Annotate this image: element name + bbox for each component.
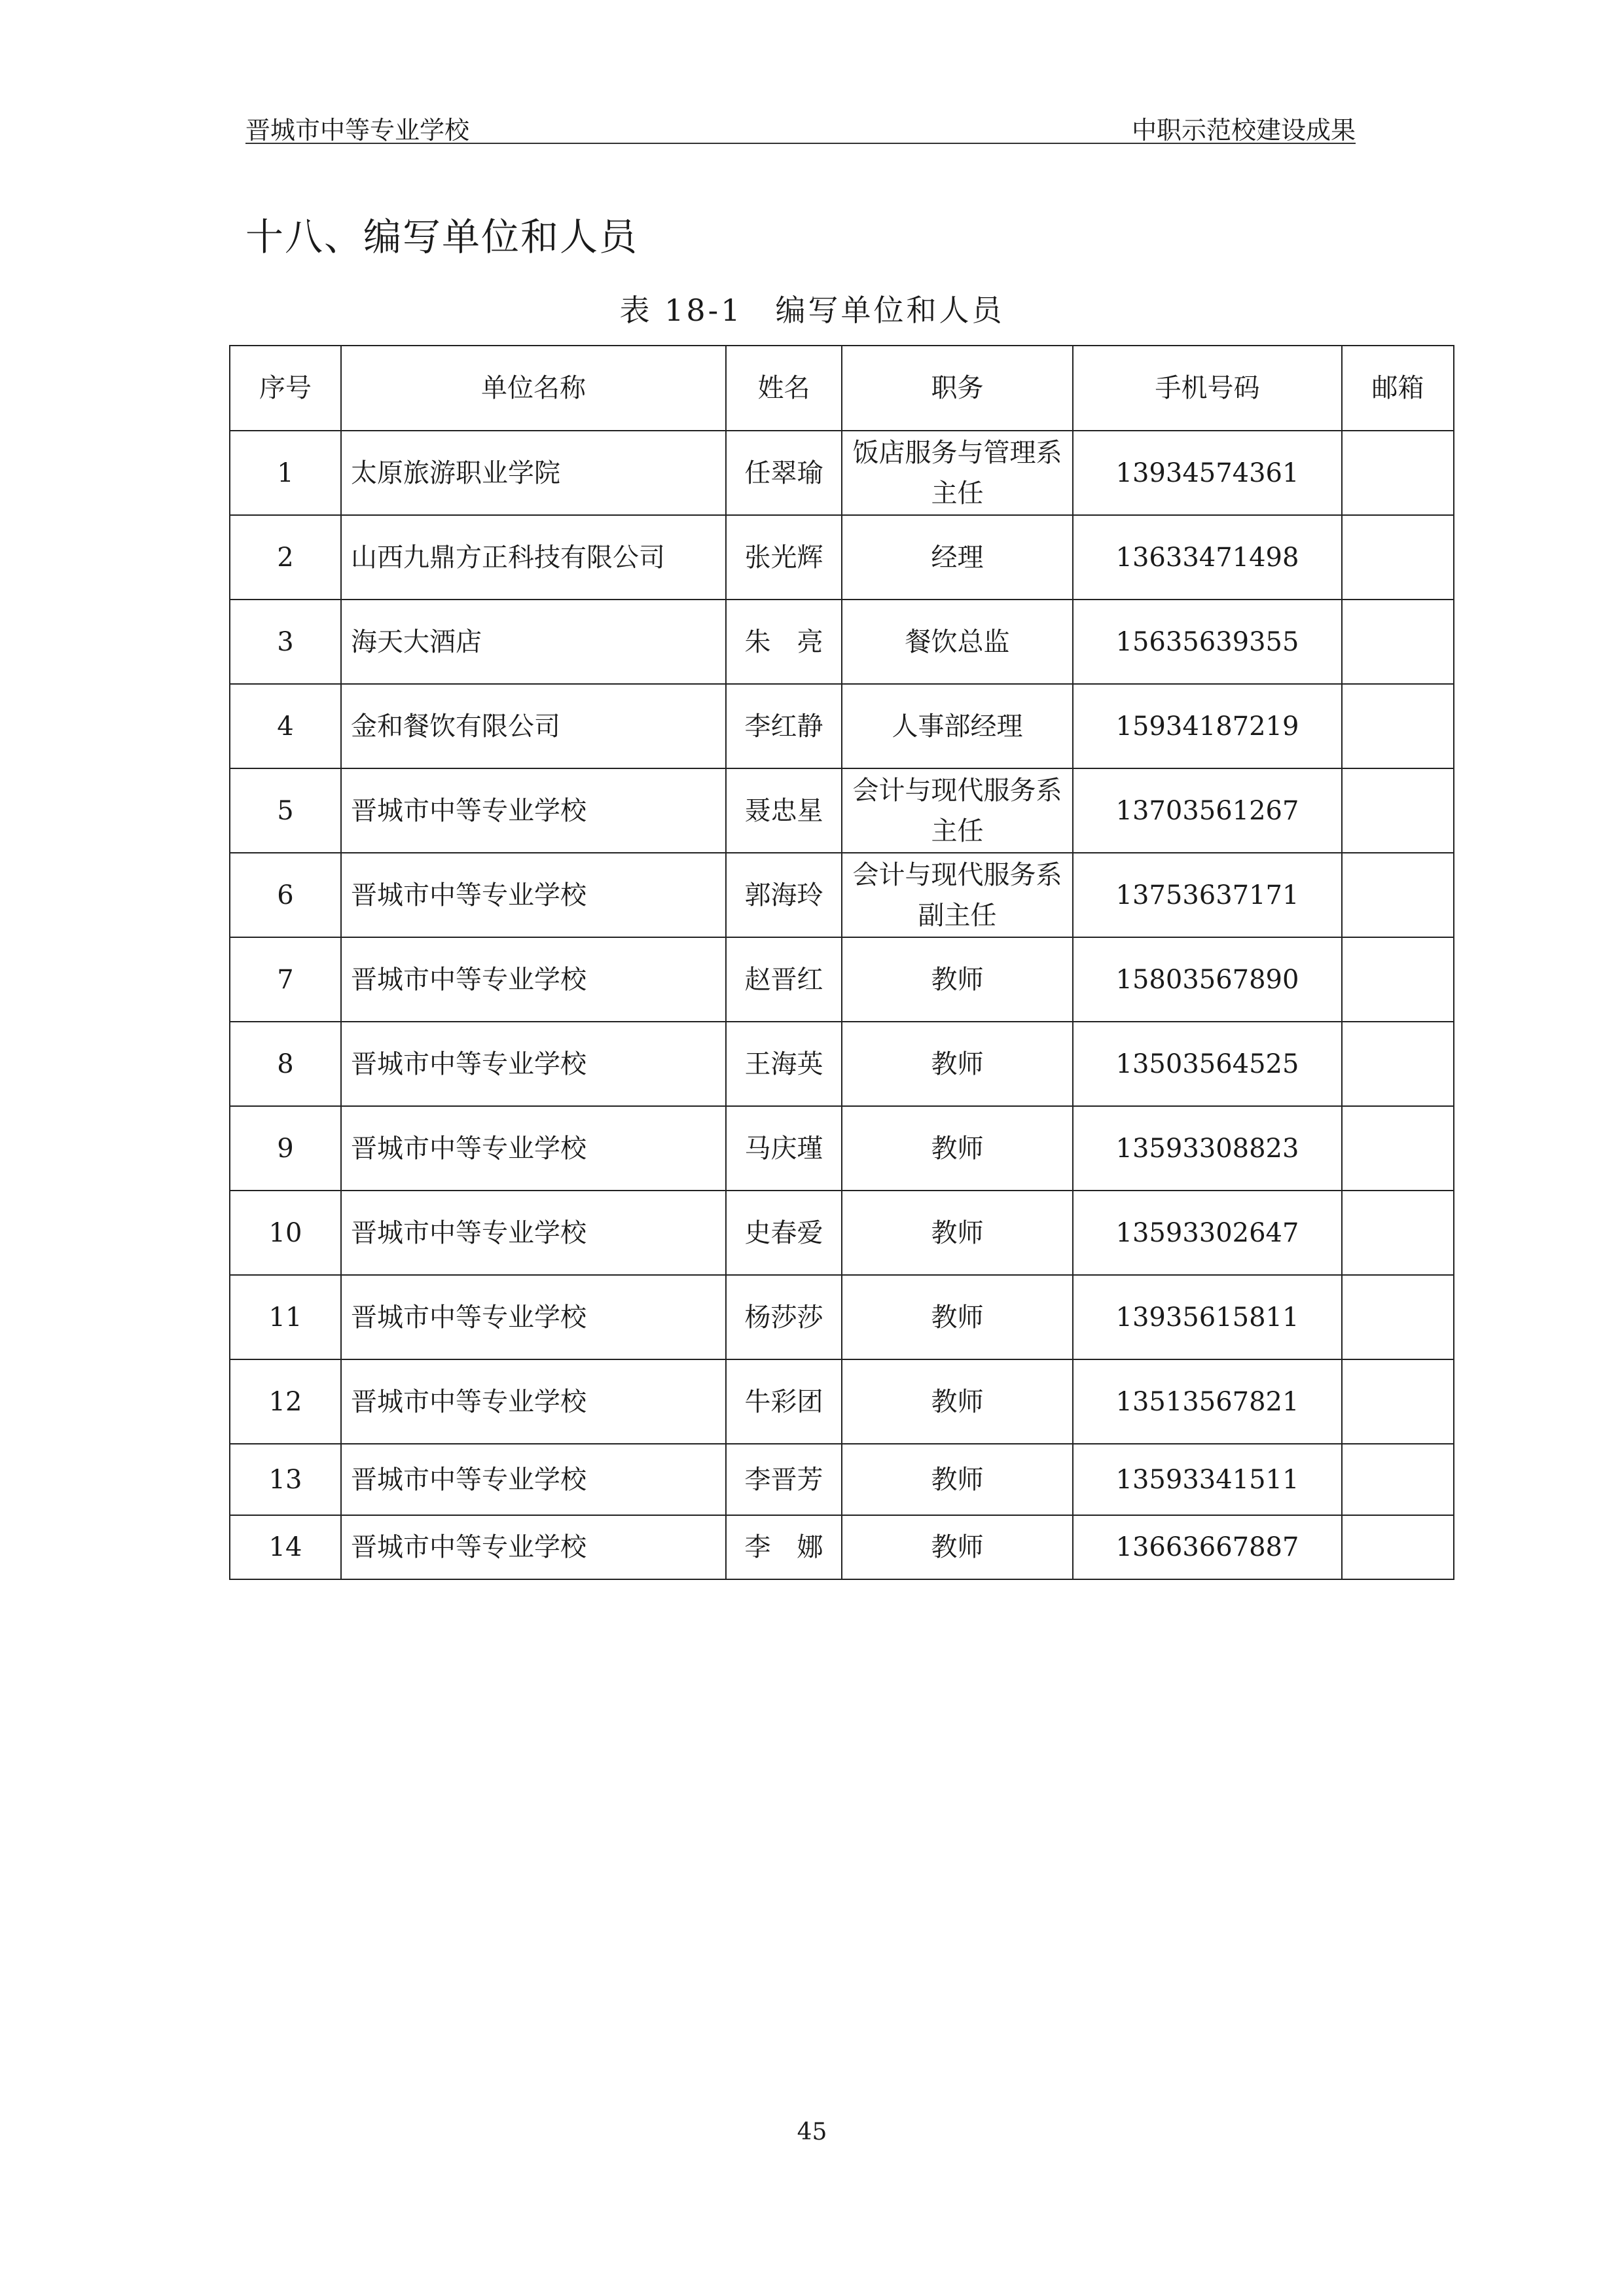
cell-unit: 晋城市中等专业学校 xyxy=(341,1275,726,1359)
cell-email xyxy=(1342,600,1454,684)
section-title: 十八、编写单位和人员 xyxy=(245,215,639,259)
cell-name: 任翠瑜 xyxy=(726,431,842,515)
cell-name: 聂忠星 xyxy=(726,768,842,853)
cell-phone: 13593302647 xyxy=(1073,1191,1342,1275)
cell-name: 郭海玲 xyxy=(726,853,842,937)
cell-number: 10 xyxy=(230,1191,341,1275)
cell-number: 4 xyxy=(230,684,341,768)
table-row xyxy=(230,431,1454,515)
cell-role: 教师 xyxy=(842,1275,1073,1359)
cell-role: 教师 xyxy=(842,1022,1073,1106)
table-row xyxy=(230,1444,1454,1515)
cell-number: 6 xyxy=(230,853,341,937)
cell-unit: 太原旅游职业学院 xyxy=(341,431,726,515)
cell-role: 会计与现代服务系主任 xyxy=(842,768,1073,853)
cell-email xyxy=(1342,431,1454,515)
cell-phone: 13663667887 xyxy=(1073,1515,1342,1579)
cell-email xyxy=(1342,1359,1454,1444)
cell-number: 12 xyxy=(230,1359,341,1444)
cell-phone: 13593308823 xyxy=(1073,1106,1342,1191)
cell-email xyxy=(1342,1106,1454,1191)
cell-phone: 13703561267 xyxy=(1073,768,1342,853)
cell-number: 7 xyxy=(230,937,341,1022)
cell-role: 教师 xyxy=(842,937,1073,1022)
table-row xyxy=(230,1022,1454,1106)
cell-email xyxy=(1342,1515,1454,1579)
column-header-name: 姓名 xyxy=(726,346,842,431)
cell-number: 9 xyxy=(230,1106,341,1191)
page-number: 45 xyxy=(797,2119,827,2145)
header-document-title: 中职示范校建设成果 xyxy=(1131,116,1356,145)
cell-number: 1 xyxy=(230,431,341,515)
column-header-phone: 手机号码 xyxy=(1073,346,1342,431)
table-row xyxy=(230,937,1454,1022)
column-header-role: 职务 xyxy=(842,346,1073,431)
cell-role: 饭店服务与管理系主任 xyxy=(842,431,1073,515)
cell-email xyxy=(1342,1191,1454,1275)
cell-name: 杨莎莎 xyxy=(726,1275,842,1359)
header-school-name: 晋城市中等专业学校 xyxy=(245,116,470,145)
table-row xyxy=(230,1106,1454,1191)
staff-table xyxy=(229,345,1454,1580)
header-rule xyxy=(245,143,1356,144)
cell-email xyxy=(1342,853,1454,937)
cell-number: 13 xyxy=(230,1444,341,1515)
cell-unit: 晋城市中等专业学校 xyxy=(341,1515,726,1579)
table-caption: 表 18-1 编写单位和人员 xyxy=(619,293,1005,328)
cell-phone: 13934574361 xyxy=(1073,431,1342,515)
cell-role: 人事部经理 xyxy=(842,684,1073,768)
cell-name: 赵晋红 xyxy=(726,937,842,1022)
cell-unit: 晋城市中等专业学校 xyxy=(341,1022,726,1106)
cell-number: 2 xyxy=(230,515,341,600)
table-body xyxy=(230,431,1454,1579)
cell-number: 5 xyxy=(230,768,341,853)
cell-email xyxy=(1342,1275,1454,1359)
cell-phone: 13513567821 xyxy=(1073,1359,1342,1444)
cell-email xyxy=(1342,515,1454,600)
cell-unit: 晋城市中等专业学校 xyxy=(341,853,726,937)
cell-role: 会计与现代服务系副主任 xyxy=(842,853,1073,937)
cell-unit: 海天大酒店 xyxy=(341,600,726,684)
cell-unit: 晋城市中等专业学校 xyxy=(341,1444,726,1515)
column-header-unit: 单位名称 xyxy=(341,346,726,431)
cell-name: 朱 亮 xyxy=(726,600,842,684)
table-header-row xyxy=(230,346,1454,431)
table-row xyxy=(230,515,1454,600)
cell-name: 史春爱 xyxy=(726,1191,842,1275)
cell-unit: 晋城市中等专业学校 xyxy=(341,1191,726,1275)
cell-name: 牛彩团 xyxy=(726,1359,842,1444)
cell-role: 教师 xyxy=(842,1444,1073,1515)
cell-name: 李晋芳 xyxy=(726,1444,842,1515)
table-row xyxy=(230,600,1454,684)
cell-unit: 晋城市中等专业学校 xyxy=(341,768,726,853)
cell-phone: 13503564525 xyxy=(1073,1022,1342,1106)
column-header-email: 邮箱 xyxy=(1342,346,1454,431)
cell-phone: 15934187219 xyxy=(1073,684,1342,768)
cell-role: 经理 xyxy=(842,515,1073,600)
cell-email xyxy=(1342,684,1454,768)
cell-role: 教师 xyxy=(842,1359,1073,1444)
cell-unit: 晋城市中等专业学校 xyxy=(341,937,726,1022)
cell-phone: 13593341511 xyxy=(1073,1444,1342,1515)
cell-email xyxy=(1342,937,1454,1022)
cell-name: 张光辉 xyxy=(726,515,842,600)
cell-unit: 晋城市中等专业学校 xyxy=(341,1359,726,1444)
cell-name: 李红静 xyxy=(726,684,842,768)
cell-role: 教师 xyxy=(842,1106,1073,1191)
cell-email xyxy=(1342,1022,1454,1106)
table-row xyxy=(230,684,1454,768)
table-row xyxy=(230,1275,1454,1359)
cell-name: 李 娜 xyxy=(726,1515,842,1579)
table-row xyxy=(230,1515,1454,1579)
cell-name: 马庆瑾 xyxy=(726,1106,842,1191)
cell-phone: 15803567890 xyxy=(1073,937,1342,1022)
cell-number: 11 xyxy=(230,1275,341,1359)
cell-email xyxy=(1342,1444,1454,1515)
cell-number: 3 xyxy=(230,600,341,684)
table-row xyxy=(230,1359,1454,1444)
cell-phone: 13633471498 xyxy=(1073,515,1342,600)
cell-number: 8 xyxy=(230,1022,341,1106)
cell-unit: 山西九鼎方正科技有限公司 xyxy=(341,515,726,600)
cell-phone: 13753637171 xyxy=(1073,853,1342,937)
cell-phone: 13935615811 xyxy=(1073,1275,1342,1359)
table-row xyxy=(230,768,1454,853)
cell-unit: 金和餐饮有限公司 xyxy=(341,684,726,768)
cell-unit: 晋城市中等专业学校 xyxy=(341,1106,726,1191)
cell-role: 餐饮总监 xyxy=(842,600,1073,684)
cell-role: 教师 xyxy=(842,1191,1073,1275)
table-row xyxy=(230,1191,1454,1275)
cell-role: 教师 xyxy=(842,1515,1073,1579)
cell-email xyxy=(1342,768,1454,853)
cell-number: 14 xyxy=(230,1515,341,1579)
column-header-number: 序号 xyxy=(230,346,341,431)
cell-phone: 15635639355 xyxy=(1073,600,1342,684)
cell-name: 王海英 xyxy=(726,1022,842,1106)
table-row xyxy=(230,853,1454,937)
